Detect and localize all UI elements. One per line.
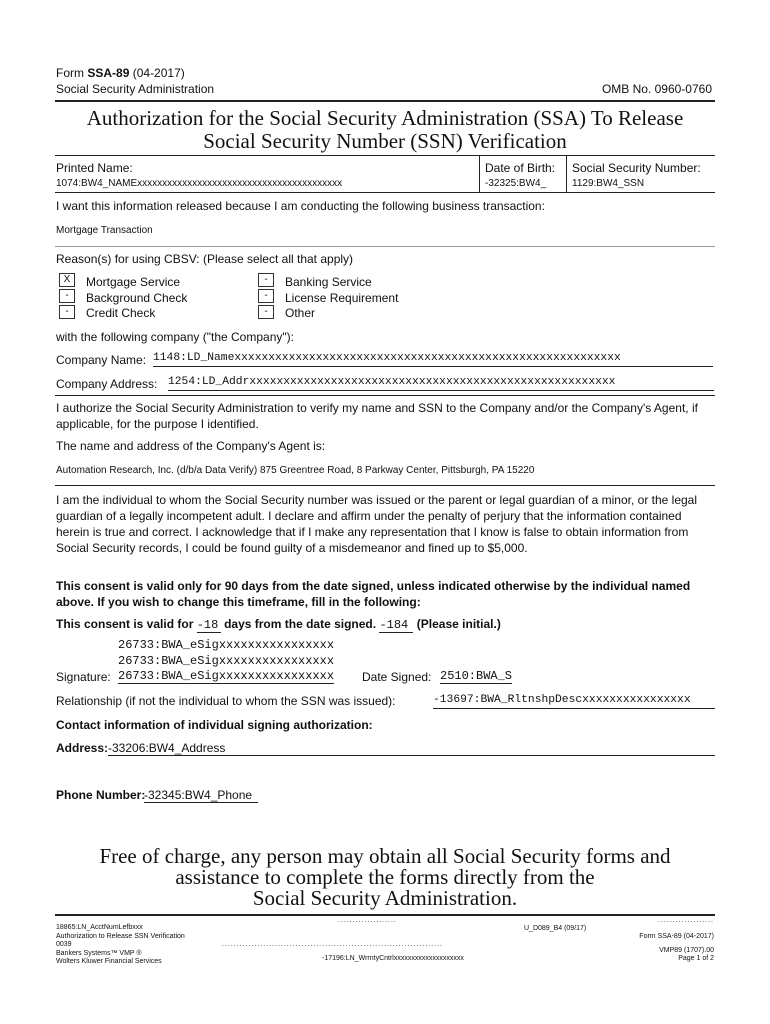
initial-label: (Please initial.) bbox=[416, 617, 501, 631]
contact-heading: Contact information of individual signing authorization: bbox=[56, 718, 373, 732]
consent-notice: This consent is valid only for 90 days from the date signed, unless indicated otherwise by the individual named above. If you wish to change this timeframe, fill in the following: bbox=[56, 579, 691, 609]
page-title bbox=[55, 107, 715, 153]
initial-field[interactable]: -184 bbox=[379, 618, 413, 633]
company-name-field[interactable]: 1148:LD_Namexxxxxxxxxxxxxxxxxxxxxxxxxxxxxxxxxxxxxxxxxxxxxxxxxxxxxxxxx bbox=[153, 351, 713, 367]
footer-vmp-id: VMP89 (1707).00 bbox=[659, 947, 714, 954]
background-check-label: Background Check bbox=[86, 291, 188, 305]
reasons-prompt: Reason(s) for using CBSV: (Please select all that apply) bbox=[56, 252, 354, 266]
background-check-checkbox[interactable]: - bbox=[59, 289, 75, 303]
footer-center-dots: .................... bbox=[338, 917, 397, 924]
company-address-label: Company Address: bbox=[56, 377, 158, 391]
date-signed-field[interactable]: 2510:BWA_S bbox=[440, 669, 513, 683]
footer-page-number: Page 1 of 2 bbox=[678, 955, 714, 962]
dob-label: Date of Birth: bbox=[485, 161, 556, 175]
title-line-2: Social Security Number (SSN) Verification bbox=[203, 129, 567, 153]
transaction-rule bbox=[55, 246, 715, 247]
title-line-1: Authorization for the Social Security Administration (SSA) To Release bbox=[86, 106, 684, 130]
agent-label: The name and address of the Company's Agent is: bbox=[56, 439, 326, 453]
dob-field[interactable]: -32325:BW4_ bbox=[485, 178, 547, 189]
free-notice bbox=[55, 846, 715, 909]
signature-label: Signature: bbox=[56, 670, 111, 684]
footer-center-dots-2: ........................................................................... bbox=[222, 941, 443, 948]
footer-company: Wolters Kluwer Financial Services bbox=[56, 958, 162, 965]
address-label: Address: bbox=[56, 741, 109, 755]
free-notice-line-2: assistance to complete the forms directly from the bbox=[175, 865, 595, 889]
phone-label: Phone Number: bbox=[56, 788, 146, 802]
free-notice-line-1: Free of charge, any person may obtain all Social Security forms and bbox=[99, 844, 671, 868]
banking-service-label: Banking Service bbox=[285, 275, 372, 289]
signature-line-2: 26733:BWA_eSigxxxxxxxxxxxxxxxx bbox=[118, 654, 335, 668]
mortgage-service-checkbox[interactable]: X bbox=[59, 273, 75, 287]
form-code: SSA-89 bbox=[87, 66, 130, 80]
company-intro: with the following company ("the Company"): bbox=[56, 330, 294, 344]
printed-name-field[interactable]: 1074:BW4_NAMExxxxxxxxxxxxxxxxxxxxxxxxxxxxxxxxxxxxxxxxx bbox=[56, 178, 343, 189]
omb-number: OMB No. 0960-0760 bbox=[601, 82, 712, 96]
signature-line-1: 26733:BWA_eSigxxxxxxxxxxxxxxxx bbox=[118, 638, 335, 652]
footer-center-bottom: -17196:LN_WrrntyCntrlxxxxxxxxxxxxxxxxxxxx bbox=[322, 955, 464, 962]
signature-field[interactable]: 26733:BWA_eSigxxxxxxxxxxxxxxxx bbox=[118, 669, 335, 683]
valid-for-prefix: This consent is valid for bbox=[56, 617, 194, 631]
company-rule bbox=[55, 395, 715, 396]
agent-field[interactable]: Automation Research, Inc. (d/b/a Data Verify) 875 Greentree Road, 8 Parkway Center, Pittsburgh, PA 15220 bbox=[56, 465, 535, 476]
banking-service-checkbox[interactable]: - bbox=[258, 273, 274, 287]
footer-center-code: U_D089_B4 (09/17) bbox=[524, 925, 587, 932]
relationship-field[interactable]: -13697:BWA_RltnshpDescxxxxxxxxxxxxxxxx bbox=[433, 693, 715, 709]
license-requirement-checkbox[interactable]: - bbox=[258, 289, 274, 303]
consent-override-row bbox=[56, 617, 501, 633]
agent-rule bbox=[55, 485, 715, 486]
identity-rule bbox=[55, 192, 715, 193]
footer-rule bbox=[55, 914, 715, 916]
address-value: -33206:BW4_Address bbox=[108, 741, 226, 755]
address-field[interactable] bbox=[108, 755, 715, 756]
footer-left bbox=[56, 924, 185, 967]
ssn-field[interactable]: 1129:BW4_SSN bbox=[572, 178, 645, 189]
other-label: Other bbox=[285, 306, 316, 320]
other-checkbox[interactable]: - bbox=[258, 305, 274, 319]
credit-check-label: Credit Check bbox=[86, 306, 156, 320]
date-signed-label: Date Signed: bbox=[362, 670, 432, 684]
identity-divider-2 bbox=[566, 156, 567, 192]
footer-publisher: Bankers Systems™ VMP ® bbox=[56, 949, 142, 957]
transaction-prompt: I want this information released because I am conducting the following business transaction: bbox=[56, 199, 545, 213]
footer-doc-title: Authorization to Release SSN Verification bbox=[56, 932, 185, 940]
valid-days-field[interactable]: -18 bbox=[197, 618, 221, 633]
transaction-field[interactable]: Mortgage Transaction bbox=[56, 225, 153, 236]
form-date: (04-2017) bbox=[132, 66, 185, 80]
footer-account-number: 18865:LN_AcctNumLefbxxx bbox=[56, 924, 143, 931]
credit-check-checkbox[interactable]: - bbox=[59, 305, 75, 319]
mortgage-service-label: Mortgage Service bbox=[86, 275, 181, 289]
title-rule bbox=[55, 155, 715, 156]
license-requirement-label: License Requirement bbox=[285, 291, 399, 305]
agency-name: Social Security Administration bbox=[56, 82, 215, 96]
footer-form-id: Form SSA-89 (04-2017) bbox=[639, 933, 714, 940]
free-notice-line-3: Social Security Administration. bbox=[252, 886, 518, 910]
valid-for-mid: days from the date signed. bbox=[224, 617, 377, 631]
ssn-label: Social Security Number: bbox=[572, 161, 701, 175]
form-prefix: Form bbox=[56, 66, 84, 80]
company-name-label: Company Name: bbox=[56, 353, 147, 367]
authorize-text: I authorize the Social Security Administration to verify my name and SSN to the Company and/or the Company's Agent, if applicable, for the purpose I identified. bbox=[56, 401, 698, 431]
phone-field[interactable]: -32345:BW4_Phone bbox=[144, 788, 258, 803]
identity-divider-1 bbox=[479, 156, 480, 192]
company-address-field[interactable]: 1254:LD_Addrxxxxxxxxxxxxxxxxxxxxxxxxxxxxxxxxxxxxxxxxxxxxxxxxxxxxxx bbox=[168, 375, 714, 391]
header-rule bbox=[55, 100, 715, 102]
footer-right-dots: ................... bbox=[658, 917, 714, 924]
relationship-label: Relationship (if not the individual to whom the SSN was issued): bbox=[56, 694, 396, 708]
declaration-text: I am the individual to whom the Social Security number was issued or the parent or legal guardian of a minor, or the legal guardian of a legally incompetent adult. I declare and affirm under the penalty of perjury that the information contained herein is true and correct. I acknowledge that if I make any representation that I know is false to obtain information from Social Security records, I could be found guilty of a misdemeanor and fined up to $5,000. bbox=[56, 493, 698, 555]
footer-code: 0039 bbox=[56, 941, 72, 948]
form-id bbox=[56, 66, 185, 80]
printed-name-label: Printed Name: bbox=[56, 161, 133, 175]
